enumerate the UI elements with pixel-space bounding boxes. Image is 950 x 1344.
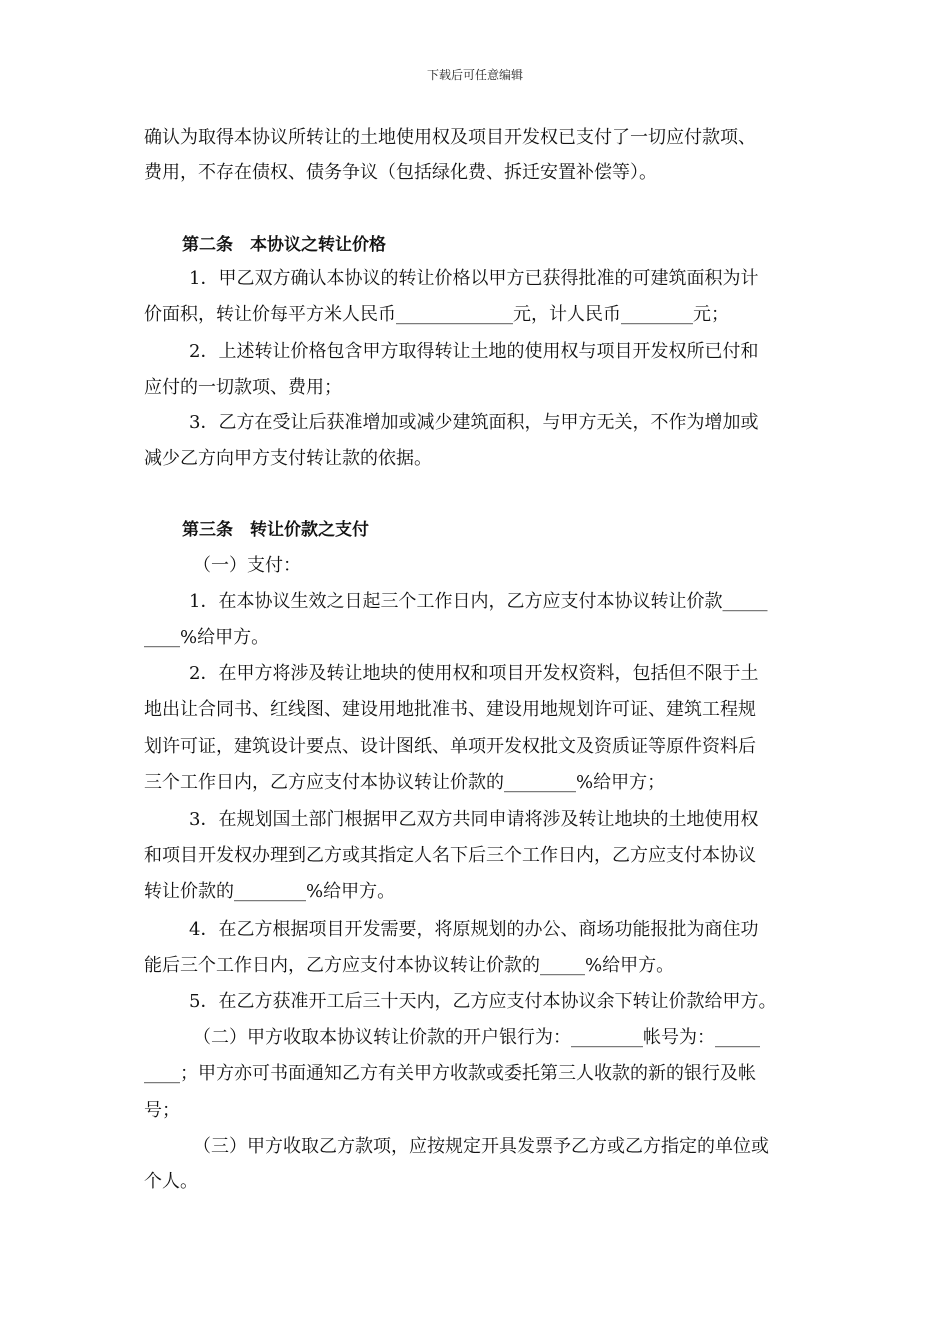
paragraph-line: 1．甲乙双方确认本协议的转让价格以甲方已获得批准的可建筑面积为计: [189, 268, 759, 289]
page-header: 下载后可任意编辑: [426, 68, 523, 82]
paragraph-line: 划许可证，建筑设计要点、设计图纸、单项开发权批文及资质证等原件资料后: [144, 736, 756, 757]
paragraph-line: 能后三个工作日内，乙方应支付本协议转让价款的_____%给甲方。: [144, 955, 675, 976]
paragraph-line: 5．在乙方获准开工后三十天内，乙方应支付本协议余下转让价款给甲方。: [189, 991, 777, 1012]
paragraph-line: 个人。: [144, 1171, 198, 1192]
paragraph-line: 地出让合同书、红线图、建设用地批准书、建设用地规划许可证、建筑工程规: [144, 699, 756, 720]
paragraph-line: 减少乙方向甲方支付转让款的依据。: [144, 448, 432, 469]
paragraph-line: 转让价款的________%给甲方。: [144, 881, 396, 902]
paragraph-line: 号；: [144, 1100, 180, 1121]
paragraph-line: 确认为取得本协议所转让的土地使用权及项目开发权已支付了一切应付款项、: [144, 127, 756, 148]
paragraph-line: （一）支付：: [193, 555, 301, 576]
paragraph-line: 2．上述转让价格包含甲方取得转让土地的使用权与项目开发权所已付和: [189, 341, 759, 362]
paragraph-line: 3．乙方在受让后获准增加或减少建筑面积，与甲方无关，不作为增加或: [189, 412, 759, 433]
paragraph-line: （二）甲方收取本协议转让价款的开户银行为：________帐号为：_____: [193, 1027, 760, 1048]
section-heading: 第三条 转让价款之支付: [182, 520, 369, 540]
section-heading: 第二条 本协议之转让价格: [182, 235, 386, 255]
paragraph-line: 3．在规划国土部门根据甲乙双方共同申请将涉及转让地块的土地使用权: [189, 809, 759, 830]
paragraph-line: ____%给甲方。: [144, 627, 270, 648]
paragraph-line: 应付的一切款项、费用；: [144, 377, 342, 398]
paragraph-line: 三个工作日内，乙方应支付本协议转让价款的________%给甲方；: [144, 772, 666, 793]
paragraph-line: 费用，不存在债权、债务争议（包括绿化费、拆迁安置补偿等）。: [144, 162, 657, 183]
paragraph-line: 价面积，转让价每平方米人民币_____________元，计人民币________元；: [144, 304, 729, 325]
paragraph-line: 和项目开发权办理到乙方或其指定人名下后三个工作日内，乙方应支付本协议: [144, 845, 756, 866]
paragraph-line: 2．在甲方将涉及转让地块的使用权和项目开发权资料，包括但不限于土: [189, 663, 759, 684]
paragraph-line: ____；甲方亦可书面通知乙方有关甲方收款或委托第三人收款的新的银行及帐: [144, 1063, 756, 1084]
paragraph-line: 1．在本协议生效之日起三个工作日内，乙方应支付本协议转让价款_____: [189, 591, 768, 612]
paragraph-line: （三）甲方收取乙方款项，应按规定开具发票予乙方或乙方指定的单位或: [193, 1136, 769, 1157]
paragraph-line: 4．在乙方根据项目开发需要，将原规划的办公、商场功能报批为商住功: [189, 919, 759, 940]
